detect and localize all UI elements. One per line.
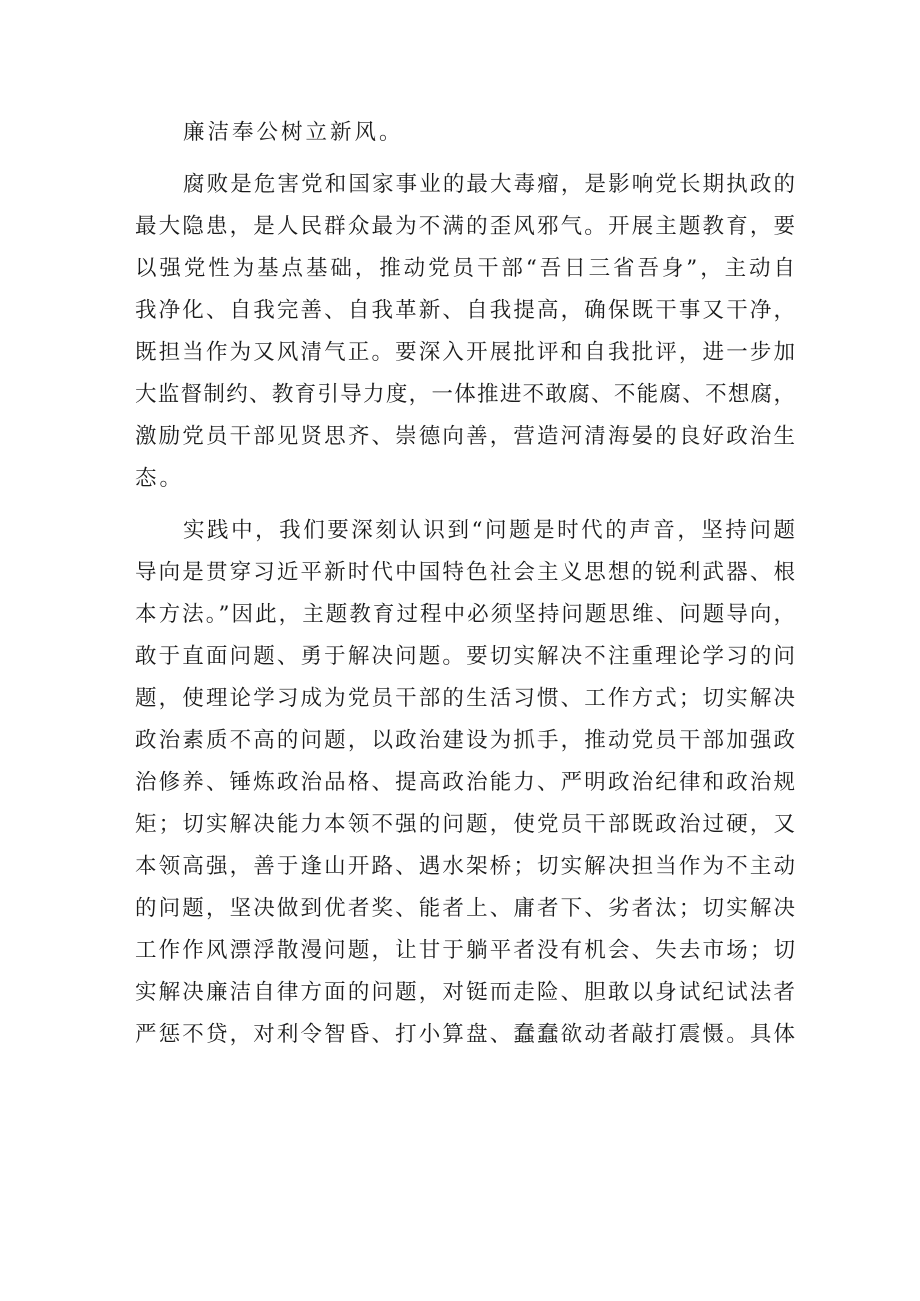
paragraph-line: 工作作风漂浮散漫问题，让甘于躺平者没有机会、失去市场；切 bbox=[135, 938, 795, 963]
paragraph-line: 导向是贯穿习近平新时代中国特色社会主义思想的锐利武器、根 bbox=[135, 560, 795, 585]
paragraph-line: 我净化、自我完善、自我革新、自我提高，确保既干事又干净， bbox=[135, 298, 795, 323]
paragraph-3 bbox=[135, 510, 795, 1056]
paragraph-line: 矩；切实解决能力本领不强的问题，使党员干部既政治过硬，又 bbox=[135, 812, 795, 837]
document-body bbox=[135, 112, 795, 1056]
paragraph-line: 腐败是危害党和国家事业的最大毒瘤，是影响党长期执政的 bbox=[183, 172, 795, 197]
paragraph-line: 的问题，坚决做到优者奖、能者上、庸者下、劣者汰；切实解决 bbox=[135, 896, 795, 921]
paragraph-line: 实解决廉洁自律方面的问题，对铤而走险、胆敢以身试纪试法者 bbox=[135, 980, 795, 1005]
paragraph-line: 本领高强，善于逢山开路、遇水架桥；切实解决担当作为不主动 bbox=[135, 854, 795, 879]
paragraph-line: 政治素质不高的问题，以政治建设为抓手，推动党员干部加强政 bbox=[135, 728, 795, 753]
paragraph-line: 实践中，我们要深刻认识到“问题是时代的声音，坚持问题 bbox=[183, 518, 795, 543]
paragraph-line: 本方法。”因此，主题教育过程中必须坚持问题思维、问题导向， bbox=[135, 602, 795, 627]
paragraph-line: 激励党员干部见贤思齐、崇德向善，营造河清海晏的良好政治生 bbox=[135, 424, 795, 449]
paragraph-2 bbox=[135, 164, 795, 500]
paragraph-line: 大监督制约、教育引导力度，一体推进不敢腐、不能腐、不想腐， bbox=[135, 382, 795, 407]
paragraph-line: 敢于直面问题、勇于解决问题。要切实解决不注重理论学习的问 bbox=[135, 644, 795, 669]
paragraph-line: 廉洁奉公树立新风。 bbox=[183, 120, 404, 145]
paragraph-line: 最大隐患，是人民群众最为不满的歪风邪气。开展主题教育，要 bbox=[135, 214, 795, 239]
paragraph-line: 既担当作为又风清气正。要深入开展批评和自我批评，进一步加 bbox=[135, 340, 795, 365]
paragraph-line: 严惩不贷，对利令智昏、打小算盘、蠢蠢欲动者敲打震慑。具体 bbox=[135, 1022, 795, 1047]
paragraph-line: 题，使理论学习成为党员干部的生活习惯、工作方式；切实解决 bbox=[135, 686, 795, 711]
paragraph-line: 态。 bbox=[135, 466, 185, 491]
paragraph-1 bbox=[135, 112, 795, 154]
paragraph-line: 以强党性为基点基础，推动党员干部“吾日三省吾身”，主动自 bbox=[135, 256, 795, 281]
paragraph-line: 治修养、锤炼政治品格、提高政治能力、严明政治纪律和政治规 bbox=[135, 770, 795, 795]
